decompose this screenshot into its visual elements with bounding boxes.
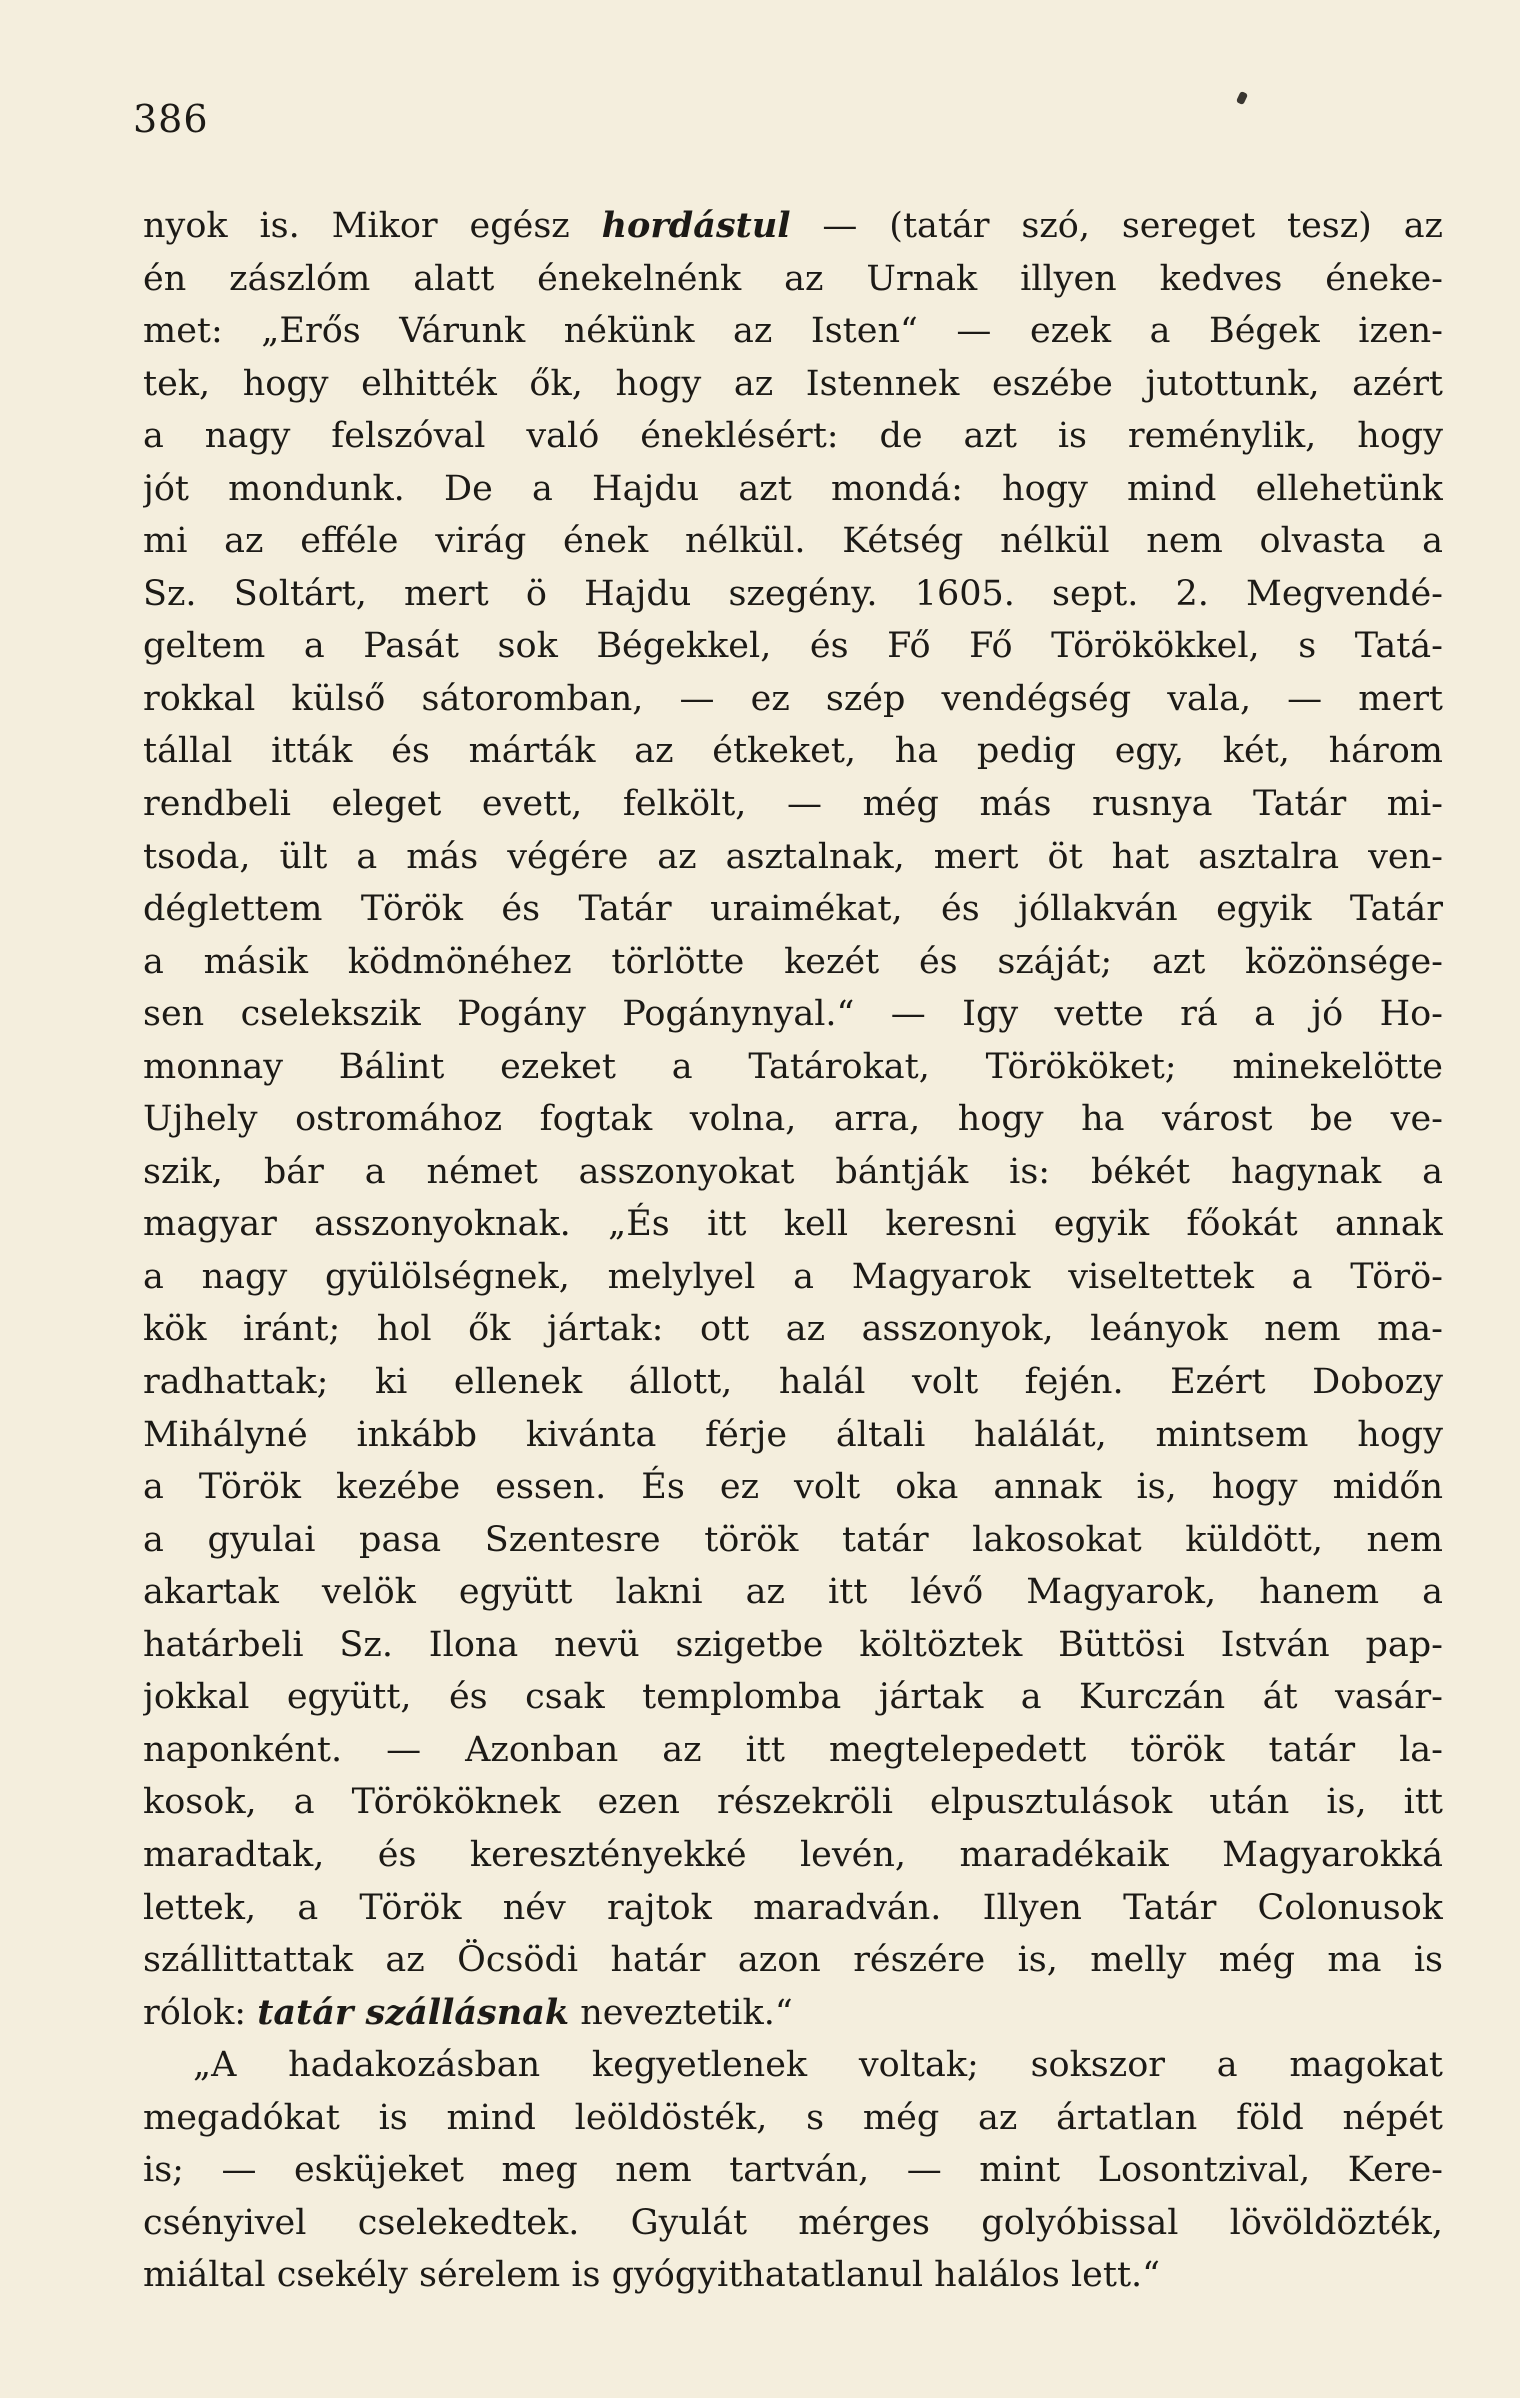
text-segment: rólok: xyxy=(143,1992,258,2033)
text-line: „A hadakozásban kegyetlenek voltak; sokszor a magokat xyxy=(193,2045,1443,2086)
text-line: a másik ködmönéhez törlötte kezét és száját; azt közönsége- xyxy=(143,941,1443,982)
text-line: a Török kezébe essen. És ez volt oka annak is, hogy midőn xyxy=(143,1467,1443,1508)
text-line: miáltal csekély sérelem is gyógyithatatlanul halálos lett.“ xyxy=(143,2255,1161,2296)
text-line: met: „Erős Várunk nékünk az Isten“ — ezek a Bégek izen- xyxy=(143,311,1443,352)
text-line: a nagy gyülölségnek, melylyel a Magyarok viseltettek a Törö- xyxy=(143,1256,1443,1297)
text-segment: neveztetik.“ xyxy=(569,1992,793,2033)
text-line: határbeli Sz. Ilona nevü szigetbe költöztek Büttösi István pap- xyxy=(143,1624,1443,1665)
text-line: Mihályné inkább kivánta férje általi halálát, mintsem hogy xyxy=(143,1414,1443,1455)
text-line: Sz. Soltárt, mert ö Hajdu szegény. 1605. sept. 2. Megvendé- xyxy=(143,573,1443,614)
text-line: naponként. — Azonban az itt megtelepedett török tatár la- xyxy=(143,1729,1443,1770)
text-line: kök iránt; hol ők jártak: ott az asszonyok, leányok nem ma- xyxy=(143,1309,1443,1350)
text-segment: nyok is. Mikor egész xyxy=(143,206,602,246)
text-line: a nagy felszóval való éneklésért: de azt is reménylik, hogy xyxy=(143,416,1443,457)
body-text xyxy=(143,200,1443,2302)
text-line: rendbeli eleget evett, felkölt, — még más rusnya Tatár mi- xyxy=(143,784,1443,825)
text-line: mi az efféle virág ének nélkül. Kétség nélkül nem olvasta a xyxy=(143,521,1443,562)
text-line: rokkal külső sátoromban, — ez szép vendégség vala, — mert xyxy=(143,678,1443,719)
text-line: szik, bár a német asszonyokat bántják is: békét hagynak a xyxy=(143,1151,1443,1192)
text-line: radhattak; ki ellenek állott, halál volt fején. Ezért Dobozy xyxy=(143,1362,1443,1403)
text-line: megadókat is mind leöldösték, s még az ártatlan föld népét xyxy=(143,2097,1443,2138)
text-line: tállal itták és márták az étkeket, ha pedig egy, két, három xyxy=(143,731,1443,772)
text-line: sen cselekszik Pogány Pogánynyal.“ — Igy vette rá a jó Ho- xyxy=(143,994,1443,1035)
text-line: déglettem Török és Tatár uraimékat, és jóllakván egyik Tatár xyxy=(143,889,1443,930)
text-line: jokkal együtt, és csak templomba jártak a Kurczán át vasár- xyxy=(143,1677,1443,1718)
text-line xyxy=(143,1987,1443,2040)
text-segment: — (tatár szó, sereget tesz) az xyxy=(790,206,1443,246)
text-line xyxy=(143,200,1443,253)
text-line: tsoda, ült a más végére az asztalnak, mert öt hat asztalra ven- xyxy=(143,836,1443,877)
page-number: 386 xyxy=(133,97,209,141)
text-line: maradtak, és keresztényekké levén, maradékaik Magyarokká xyxy=(143,1834,1443,1875)
text-line: is; — esküjeket meg nem tartván, — mint Losontzival, Kere- xyxy=(143,2150,1443,2191)
text-line: tek, hogy elhitték ők, hogy az Istennek eszébe jutottunk, azért xyxy=(143,363,1443,404)
text-line: szállittattak az Öcsödi határ azon részére is, melly még ma is xyxy=(143,1940,1443,1981)
text-line: akartak velök együtt lakni az itt lévő Magyarok, hanem a xyxy=(143,1572,1443,1613)
text-line: monnay Bálint ezeket a Tatárokat, Törököket; minekelötte xyxy=(143,1046,1443,1087)
text-line: kosok, a Törököknek ezen részekröli elpusztulások után is, itt xyxy=(143,1782,1443,1823)
text-line: Ujhely ostromához fogtak volna, arra, hogy ha várost be ve- xyxy=(143,1099,1443,1140)
text-line: csényivel cselekedtek. Gyulát mérges golyóbissal lövöldözték, xyxy=(143,2202,1443,2243)
text-line: magyar asszonyoknak. „És itt kell keresni egyik főokát annak xyxy=(143,1204,1443,1245)
text-line: geltem a Pasát sok Bégekkel, és Fő Fő Törökökkel, s Tatá- xyxy=(143,626,1443,667)
text-line: lettek, a Török név rajtok maradván. Illyen Tatár Colonusok xyxy=(143,1887,1443,1928)
emphasized-term: tatár szállásnak xyxy=(257,1991,570,2033)
emphasized-term: hordástul xyxy=(601,205,791,246)
text-line: jót mondunk. De a Hajdu azt mondá: hogy mind ellehetünk xyxy=(143,468,1443,509)
text-line: a gyulai pasa Szentesre török tatár lakosokat küldött, nem xyxy=(143,1519,1443,1560)
ink-speck xyxy=(1236,91,1248,105)
text-line: én zászlóm alatt énekelnénk az Urnak illyen kedves éneke- xyxy=(143,258,1443,299)
